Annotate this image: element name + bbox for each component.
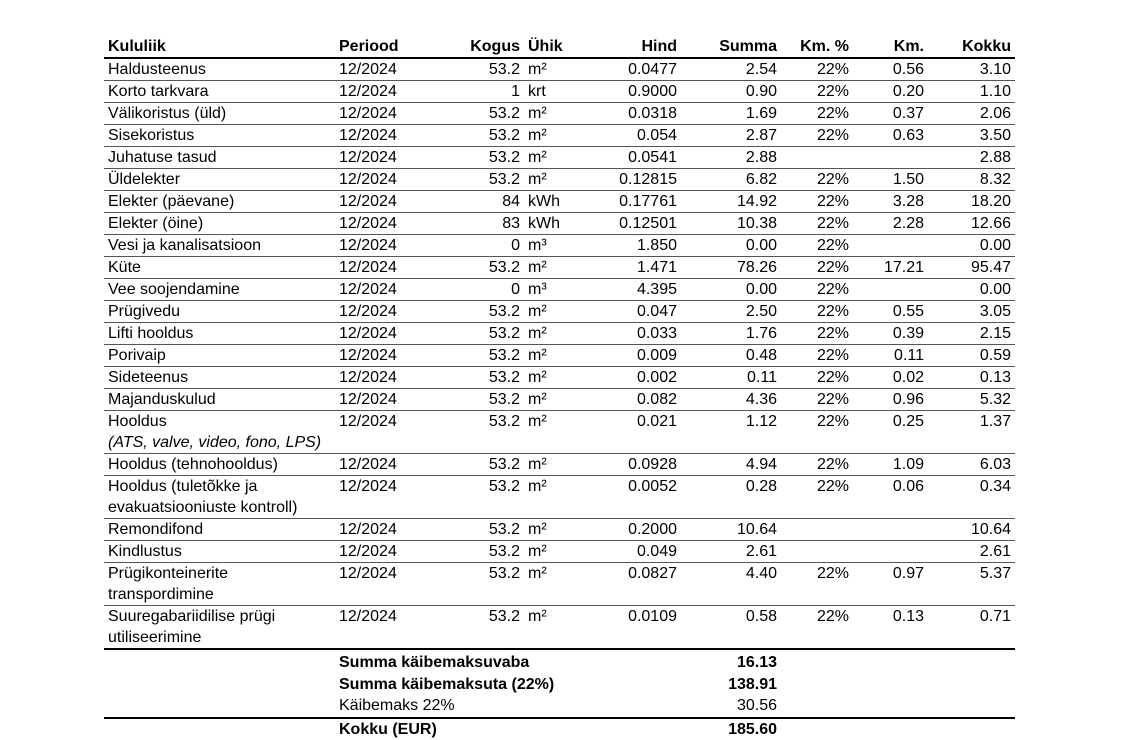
cell-vat-percent: 22% [781,191,853,213]
totals-row-vat [104,695,1015,718]
cost-type-label: Lifti hooldus [108,323,331,344]
cell-quantity: 53.2 [435,563,524,606]
cell-vat: 1.09 [853,454,928,476]
cell-total: 2.15 [928,323,1015,345]
cell-price: 4.395 [588,279,681,301]
cell-quantity: 53.2 [435,103,524,125]
cell-cost-type [104,411,335,454]
cost-type-label: Vee soojendamine [108,279,331,300]
cell-cost-type [104,191,335,213]
cell-vat: 3.28 [853,191,928,213]
cell-sum: 1.76 [681,323,781,345]
cell-price: 0.021 [588,411,681,454]
table-row [104,103,1015,125]
cell-unit: m³ [524,235,588,257]
cell-price: 1.471 [588,257,681,279]
cost-type-label: Juhatuse tasud [108,147,331,168]
header-uhik: Ühik [524,36,588,58]
cell-unit: m² [524,563,588,606]
cell-sum: 2.50 [681,301,781,323]
cost-type-label: Sideteenus [108,367,331,388]
cost-type-label: Üldelekter [108,169,331,190]
table-row [104,58,1015,81]
cell-price: 0.033 [588,323,681,345]
cell-unit: kWh [524,213,588,235]
cell-price: 0.0928 [588,454,681,476]
cell-period: 12/2024 [335,541,435,563]
cell-vat: 1.50 [853,169,928,191]
cell-cost-type [104,235,335,257]
vat-value: 30.56 [681,695,781,718]
totals-table [104,652,1015,740]
header-km: Km. [853,36,928,58]
table-row [104,81,1015,103]
cell-cost-type [104,563,335,606]
cell-vat-percent: 22% [781,411,853,454]
cost-type-label: Vesi ja kanalisatsioon [108,235,331,256]
cell-cost-type [104,147,335,169]
invoice-sheet [104,36,1015,740]
cell-period: 12/2024 [335,147,435,169]
cell-vat-percent [781,519,853,541]
cell-total: 3.10 [928,58,1015,81]
cell-vat: 0.63 [853,125,928,147]
table-row [104,541,1015,563]
cost-type-label: Majanduskulud [108,389,331,410]
cell-total: 1.37 [928,411,1015,454]
cell-period: 12/2024 [335,58,435,81]
cell-cost-type [104,367,335,389]
cell-vat-percent: 22% [781,563,853,606]
cell-vat: 0.97 [853,563,928,606]
table-row [104,389,1015,411]
cell-period: 12/2024 [335,191,435,213]
cell-total: 0.00 [928,235,1015,257]
cost-type-label-line2: evakuatsiooniuste kontroll) [108,497,331,518]
cell-vat-percent: 22% [781,257,853,279]
cell-vat-percent: 22% [781,301,853,323]
header-kululiik: Kululiik [104,36,335,58]
cell-price: 0.2000 [588,519,681,541]
cell-unit: m² [524,367,588,389]
table-row [104,257,1015,279]
cell-vat: 0.06 [853,476,928,519]
cost-type-label: Porivaip [108,345,331,366]
table-row [104,323,1015,345]
cell-total: 0.13 [928,367,1015,389]
cell-vat: 0.11 [853,345,928,367]
cell-quantity: 53.2 [435,606,524,650]
cell-total: 0.34 [928,476,1015,519]
cell-price: 0.002 [588,367,681,389]
cell-vat: 2.28 [853,213,928,235]
totals-row-vat-free [104,652,1015,674]
cell-price: 1.850 [588,235,681,257]
table-row [104,476,1015,519]
without-vat-label: Summa käibemaksuta (22%) [335,674,681,696]
cell-quantity: 53.2 [435,323,524,345]
cell-cost-type [104,519,335,541]
cell-quantity: 53.2 [435,411,524,454]
cost-type-label: Suuregabariidilise prügi [108,606,331,627]
cell-price: 0.0827 [588,563,681,606]
cell-vat-percent: 22% [781,169,853,191]
cell-vat: 0.96 [853,389,928,411]
cost-type-label: Elekter (päevane) [108,191,331,212]
cell-sum: 2.61 [681,541,781,563]
cell-total: 2.88 [928,147,1015,169]
cell-quantity: 53.2 [435,519,524,541]
cell-cost-type [104,345,335,367]
cell-quantity: 53.2 [435,454,524,476]
cost-type-label: Prügivedu [108,301,331,322]
header-periood: Periood [335,36,435,58]
cell-total: 5.37 [928,563,1015,606]
cost-type-label: Hooldus (tuletõkke ja [108,476,331,497]
cell-vat-percent: 22% [781,389,853,411]
header-hind: Hind [588,36,681,58]
table-row [104,519,1015,541]
cell-vat: 0.02 [853,367,928,389]
cell-period: 12/2024 [335,476,435,519]
cell-unit: m² [524,125,588,147]
cell-cost-type [104,476,335,519]
cell-period: 12/2024 [335,103,435,125]
vat-free-label: Summa käibemaksuvaba [335,652,681,674]
cost-type-label: Välikoristus (üld) [108,103,331,124]
grand-total-label: Kokku (EUR) [335,718,681,740]
header-kogus: Kogus [435,36,524,58]
cell-price: 0.0318 [588,103,681,125]
cell-cost-type [104,454,335,476]
cell-vat [853,235,928,257]
cost-type-label: Sisekoristus [108,125,331,146]
cell-sum: 0.58 [681,606,781,650]
cell-sum: 0.48 [681,345,781,367]
cell-total: 5.32 [928,389,1015,411]
cell-vat-percent: 22% [781,606,853,650]
cell-vat [853,519,928,541]
cell-total: 6.03 [928,454,1015,476]
table-row [104,367,1015,389]
cell-vat-percent [781,541,853,563]
cell-quantity: 53.2 [435,541,524,563]
cell-sum: 0.90 [681,81,781,103]
header-kokku: Kokku [928,36,1015,58]
cell-total: 8.32 [928,169,1015,191]
cell-unit: m² [524,389,588,411]
cell-period: 12/2024 [335,81,435,103]
cell-price: 0.17761 [588,191,681,213]
cell-price: 0.0109 [588,606,681,650]
cell-quantity: 1 [435,81,524,103]
cell-vat-percent: 22% [781,235,853,257]
cell-period: 12/2024 [335,563,435,606]
cell-vat: 0.37 [853,103,928,125]
cell-price: 0.12501 [588,213,681,235]
table-row [104,563,1015,606]
cell-quantity: 53.2 [435,257,524,279]
cell-vat: 0.55 [853,301,928,323]
table-row [104,125,1015,147]
cost-type-note: (ATS, valve, video, fono, LPS) [108,432,331,453]
cell-price: 0.082 [588,389,681,411]
cell-vat: 0.56 [853,58,928,81]
cell-total: 1.10 [928,81,1015,103]
cell-unit: m² [524,323,588,345]
cell-vat [853,279,928,301]
table-row [104,169,1015,191]
cell-vat: 0.25 [853,411,928,454]
cell-period: 12/2024 [335,606,435,650]
cost-type-label: Haldusteenus [108,59,331,80]
cell-quantity: 53.2 [435,476,524,519]
cell-unit: m² [524,147,588,169]
cell-price: 0.049 [588,541,681,563]
without-vat-value: 138.91 [681,674,781,696]
cell-sum: 0.00 [681,279,781,301]
cell-quantity: 84 [435,191,524,213]
cell-period: 12/2024 [335,454,435,476]
cell-quantity: 53.2 [435,389,524,411]
table-row [104,213,1015,235]
cell-quantity: 53.2 [435,345,524,367]
cell-vat-percent: 22% [781,81,853,103]
cell-cost-type [104,213,335,235]
cell-sum: 78.26 [681,257,781,279]
cost-type-label: Prügikonteinerite [108,563,331,584]
cell-unit: m² [524,257,588,279]
cell-unit: m² [524,301,588,323]
cell-unit: m² [524,103,588,125]
cell-sum: 1.12 [681,411,781,454]
cell-price: 0.12815 [588,169,681,191]
cell-period: 12/2024 [335,519,435,541]
cell-quantity: 0 [435,279,524,301]
cell-price: 0.0477 [588,58,681,81]
cell-sum: 0.11 [681,367,781,389]
cost-type-label-line2: utiliseerimine [108,627,331,648]
cell-sum: 4.36 [681,389,781,411]
table-row [104,279,1015,301]
cell-unit: m² [524,169,588,191]
cell-quantity: 53.2 [435,58,524,81]
cost-type-label: Korto tarkvara [108,81,331,102]
cell-total: 2.06 [928,103,1015,125]
cost-type-label: Küte [108,257,331,278]
cell-vat-percent: 22% [781,345,853,367]
vat-label: Käibemaks 22% [335,695,681,718]
cell-unit: krt [524,81,588,103]
cell-unit: m² [524,476,588,519]
cell-cost-type [104,81,335,103]
cell-unit: m² [524,58,588,81]
totals-row-grand [104,718,1015,740]
cell-period: 12/2024 [335,323,435,345]
cell-vat-percent [781,147,853,169]
cell-vat: 0.39 [853,323,928,345]
cell-cost-type [104,125,335,147]
cell-sum: 1.69 [681,103,781,125]
vat-free-value: 16.13 [681,652,781,674]
table-row [104,235,1015,257]
cell-sum: 10.38 [681,213,781,235]
table-row [104,606,1015,650]
cell-sum: 10.64 [681,519,781,541]
cell-price: 0.047 [588,301,681,323]
cell-quantity: 0 [435,235,524,257]
cell-period: 12/2024 [335,367,435,389]
cell-unit: m³ [524,279,588,301]
cell-period: 12/2024 [335,389,435,411]
cell-period: 12/2024 [335,169,435,191]
table-row [104,454,1015,476]
cell-vat: 17.21 [853,257,928,279]
header-km-pct: Km. % [781,36,853,58]
cell-total: 18.20 [928,191,1015,213]
totals-row-without-vat [104,674,1015,696]
cost-type-label-line2: transpordimine [108,584,331,605]
cell-vat: 0.13 [853,606,928,650]
cell-price: 0.9000 [588,81,681,103]
cell-sum: 0.00 [681,235,781,257]
cell-price: 0.0052 [588,476,681,519]
cell-vat-percent: 22% [781,279,853,301]
cell-period: 12/2024 [335,235,435,257]
table-body [104,58,1015,649]
cell-unit: m² [524,541,588,563]
cell-vat-percent: 22% [781,454,853,476]
cell-price: 0.009 [588,345,681,367]
cell-vat [853,147,928,169]
cost-type-label: Hooldus [108,411,331,432]
cell-vat-percent: 22% [781,323,853,345]
cell-total: 12.66 [928,213,1015,235]
cell-cost-type [104,257,335,279]
cell-sum: 6.82 [681,169,781,191]
cell-quantity: 83 [435,213,524,235]
cell-period: 12/2024 [335,411,435,454]
cell-vat-percent: 22% [781,103,853,125]
header-summa: Summa [681,36,781,58]
cell-vat: 0.20 [853,81,928,103]
cost-type-label: Elekter (öine) [108,213,331,234]
cell-period: 12/2024 [335,345,435,367]
cell-period: 12/2024 [335,125,435,147]
cell-vat-percent: 22% [781,58,853,81]
cell-total: 0.00 [928,279,1015,301]
cell-sum: 4.40 [681,563,781,606]
cell-quantity: 53.2 [435,169,524,191]
table-header-row [104,36,1015,58]
cell-sum: 4.94 [681,454,781,476]
cell-sum: 2.87 [681,125,781,147]
cost-table [104,36,1015,650]
cost-type-label: Remondifond [108,519,331,540]
cell-cost-type [104,279,335,301]
cell-price: 0.0541 [588,147,681,169]
cell-sum: 2.88 [681,147,781,169]
cell-unit: m² [524,606,588,650]
grand-total-value: 185.60 [681,718,781,740]
cell-cost-type [104,58,335,81]
cell-sum: 0.28 [681,476,781,519]
table-row [104,147,1015,169]
cell-period: 12/2024 [335,279,435,301]
cell-unit: kWh [524,191,588,213]
cell-vat-percent: 22% [781,125,853,147]
cell-quantity: 53.2 [435,367,524,389]
cell-unit: m² [524,345,588,367]
cell-cost-type [104,301,335,323]
cell-price: 0.054 [588,125,681,147]
cell-vat-percent: 22% [781,367,853,389]
cell-vat [853,541,928,563]
cell-total: 95.47 [928,257,1015,279]
table-row [104,301,1015,323]
cell-unit: m² [524,519,588,541]
cell-quantity: 53.2 [435,301,524,323]
cell-quantity: 53.2 [435,125,524,147]
cell-cost-type [104,541,335,563]
cell-vat-percent: 22% [781,213,853,235]
cell-period: 12/2024 [335,257,435,279]
cell-period: 12/2024 [335,301,435,323]
cell-total: 10.64 [928,519,1015,541]
table-row [104,411,1015,454]
table-row [104,345,1015,367]
cell-cost-type [104,389,335,411]
table-row [104,191,1015,213]
cost-type-label: Kindlustus [108,541,331,562]
cell-vat-percent: 22% [781,476,853,519]
cost-type-label: Hooldus (tehnohooldus) [108,454,331,475]
cell-unit: m² [524,411,588,454]
cell-total: 2.61 [928,541,1015,563]
cell-total: 3.05 [928,301,1015,323]
cell-total: 3.50 [928,125,1015,147]
cell-cost-type [104,323,335,345]
cell-total: 0.71 [928,606,1015,650]
cell-quantity: 53.2 [435,147,524,169]
cell-period: 12/2024 [335,213,435,235]
cell-cost-type [104,169,335,191]
cell-unit: m² [524,454,588,476]
cell-sum: 14.92 [681,191,781,213]
cell-cost-type [104,606,335,650]
cell-cost-type [104,103,335,125]
cell-total: 0.59 [928,345,1015,367]
cell-sum: 2.54 [681,58,781,81]
